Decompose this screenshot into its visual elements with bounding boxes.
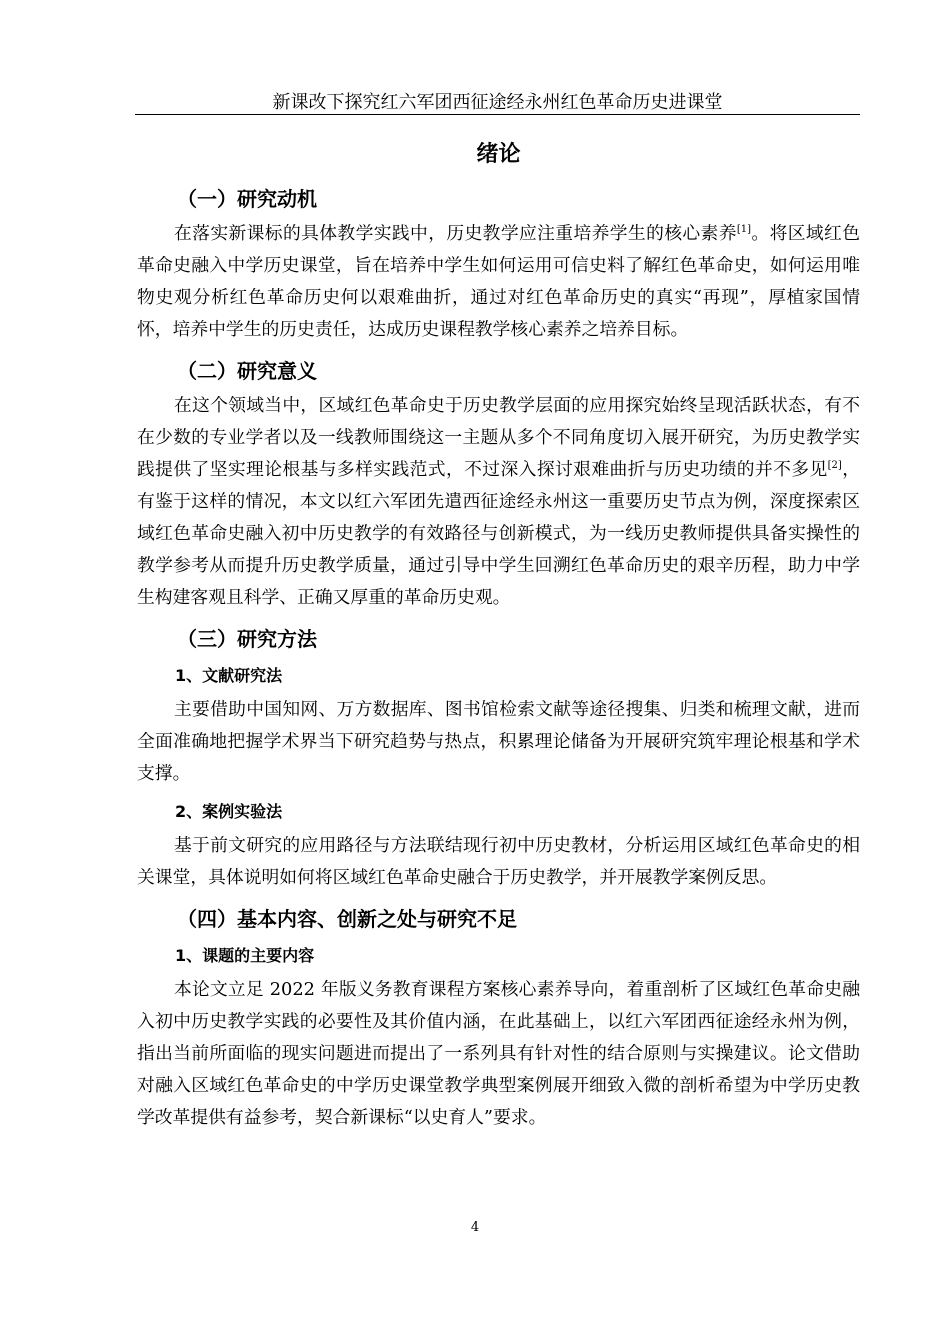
paragraph-text: 在落实新课标的具体教学实践中，历史教学应注重培养学生的核心素养 (174, 223, 737, 244)
section-heading-significance: （二）研究意义 (177, 359, 317, 383)
citation-2[interactable]: [2] (827, 460, 842, 471)
paragraph-text: 。将区域红色革命史融入中学历史课堂，旨在培养中学生如何运用可信史料了解红色革命史，如何运用唯物史观分析红色革命历史何以艰难曲折，通过对红色革命历史的真实“再现”，厚植家国情怀，培养中学生的历史责任，达成历史课程教学核心素养之培养目标。 (137, 223, 860, 340)
chapter-title: 绪论 (476, 142, 521, 167)
subsection-heading-literature: 1、文献研究法 (175, 666, 283, 685)
paragraph-main-content: 本论文立足 2022 年版义务教育课程方案核心素养导向，着重剖析了区域红色革命史融入初中历史教学实践的必要性及其价值内涵，在此基础上，以红六军团西征途经永州为例，指出当前所面临的现实问题进而提出了一系列具有针对性的结合原则与实操建议。论文借助对融入区域红色革命史的中学历史课堂教学典型案例展开细致入微的剖析希望为中学历史教学改革提供有益参考，契合新课标“以史育人”要求。 (137, 979, 860, 1128)
subsection-heading-main-content: 1、课题的主要内容 (175, 946, 315, 965)
header-rule (135, 114, 860, 115)
paragraph-significance (137, 390, 860, 614)
paragraph-text: 在这个领域当中，区域红色革命史于历史教学层面的应用探究始终呈现活跃状态，有不在少数的专业学者以及一线教师围绕这一主题从多个不同角度切入展开研究，为历史教学实践提供了坚实理论根基与多样实践范式，不过深入探讨艰难曲折与历史功绩的并不多见 (137, 395, 860, 480)
section-heading-motivation: （一）研究动机 (177, 187, 317, 211)
section-heading-content: （四）基本内容、创新之处与研究不足 (177, 907, 517, 931)
subsection-heading-case-study: 2、案例实验法 (175, 802, 283, 821)
citation-1[interactable]: [1] (736, 224, 752, 235)
paragraph-case-study: 基于前文研究的应用路径与方法联结现行初中历史教材，分析运用区域红色革命史的相关课堂，具体说明如何将区域红色革命史融合于历史教学，并开展教学案例反思。 (137, 835, 860, 888)
paragraph-motivation (137, 218, 860, 346)
page-body (137, 126, 860, 1134)
page-number: 4 (470, 1220, 480, 1235)
paragraph-text: ，有鉴于这样的情况，本文以红六军团先遣西征途经永州这一重要历史节点为例，深度探索区域红色革命史融入初中历史教学的有效路径与创新模式，为一线历史教师提供具备实操性的教学参考从而提升历史教学质量，通过引导中学生回溯红色革命历史的艰辛历程，助力中学生构建客观且科学、正确又厚重的革命历史观。 (137, 459, 860, 608)
paragraph-literature: 主要借助中国知网、万方数据库、图书馆检索文献等途径搜集、归类和梳理文献，进而全面准确地把握学术界当下研究趋势与热点，积累理论储备为开展研究筑牢理论根基和学术支撑。 (137, 699, 860, 784)
running-header: 新课改下探究红六军团西征途经永州红色革命历史进课堂 (272, 92, 723, 113)
section-heading-methods: （三）研究方法 (177, 627, 317, 651)
